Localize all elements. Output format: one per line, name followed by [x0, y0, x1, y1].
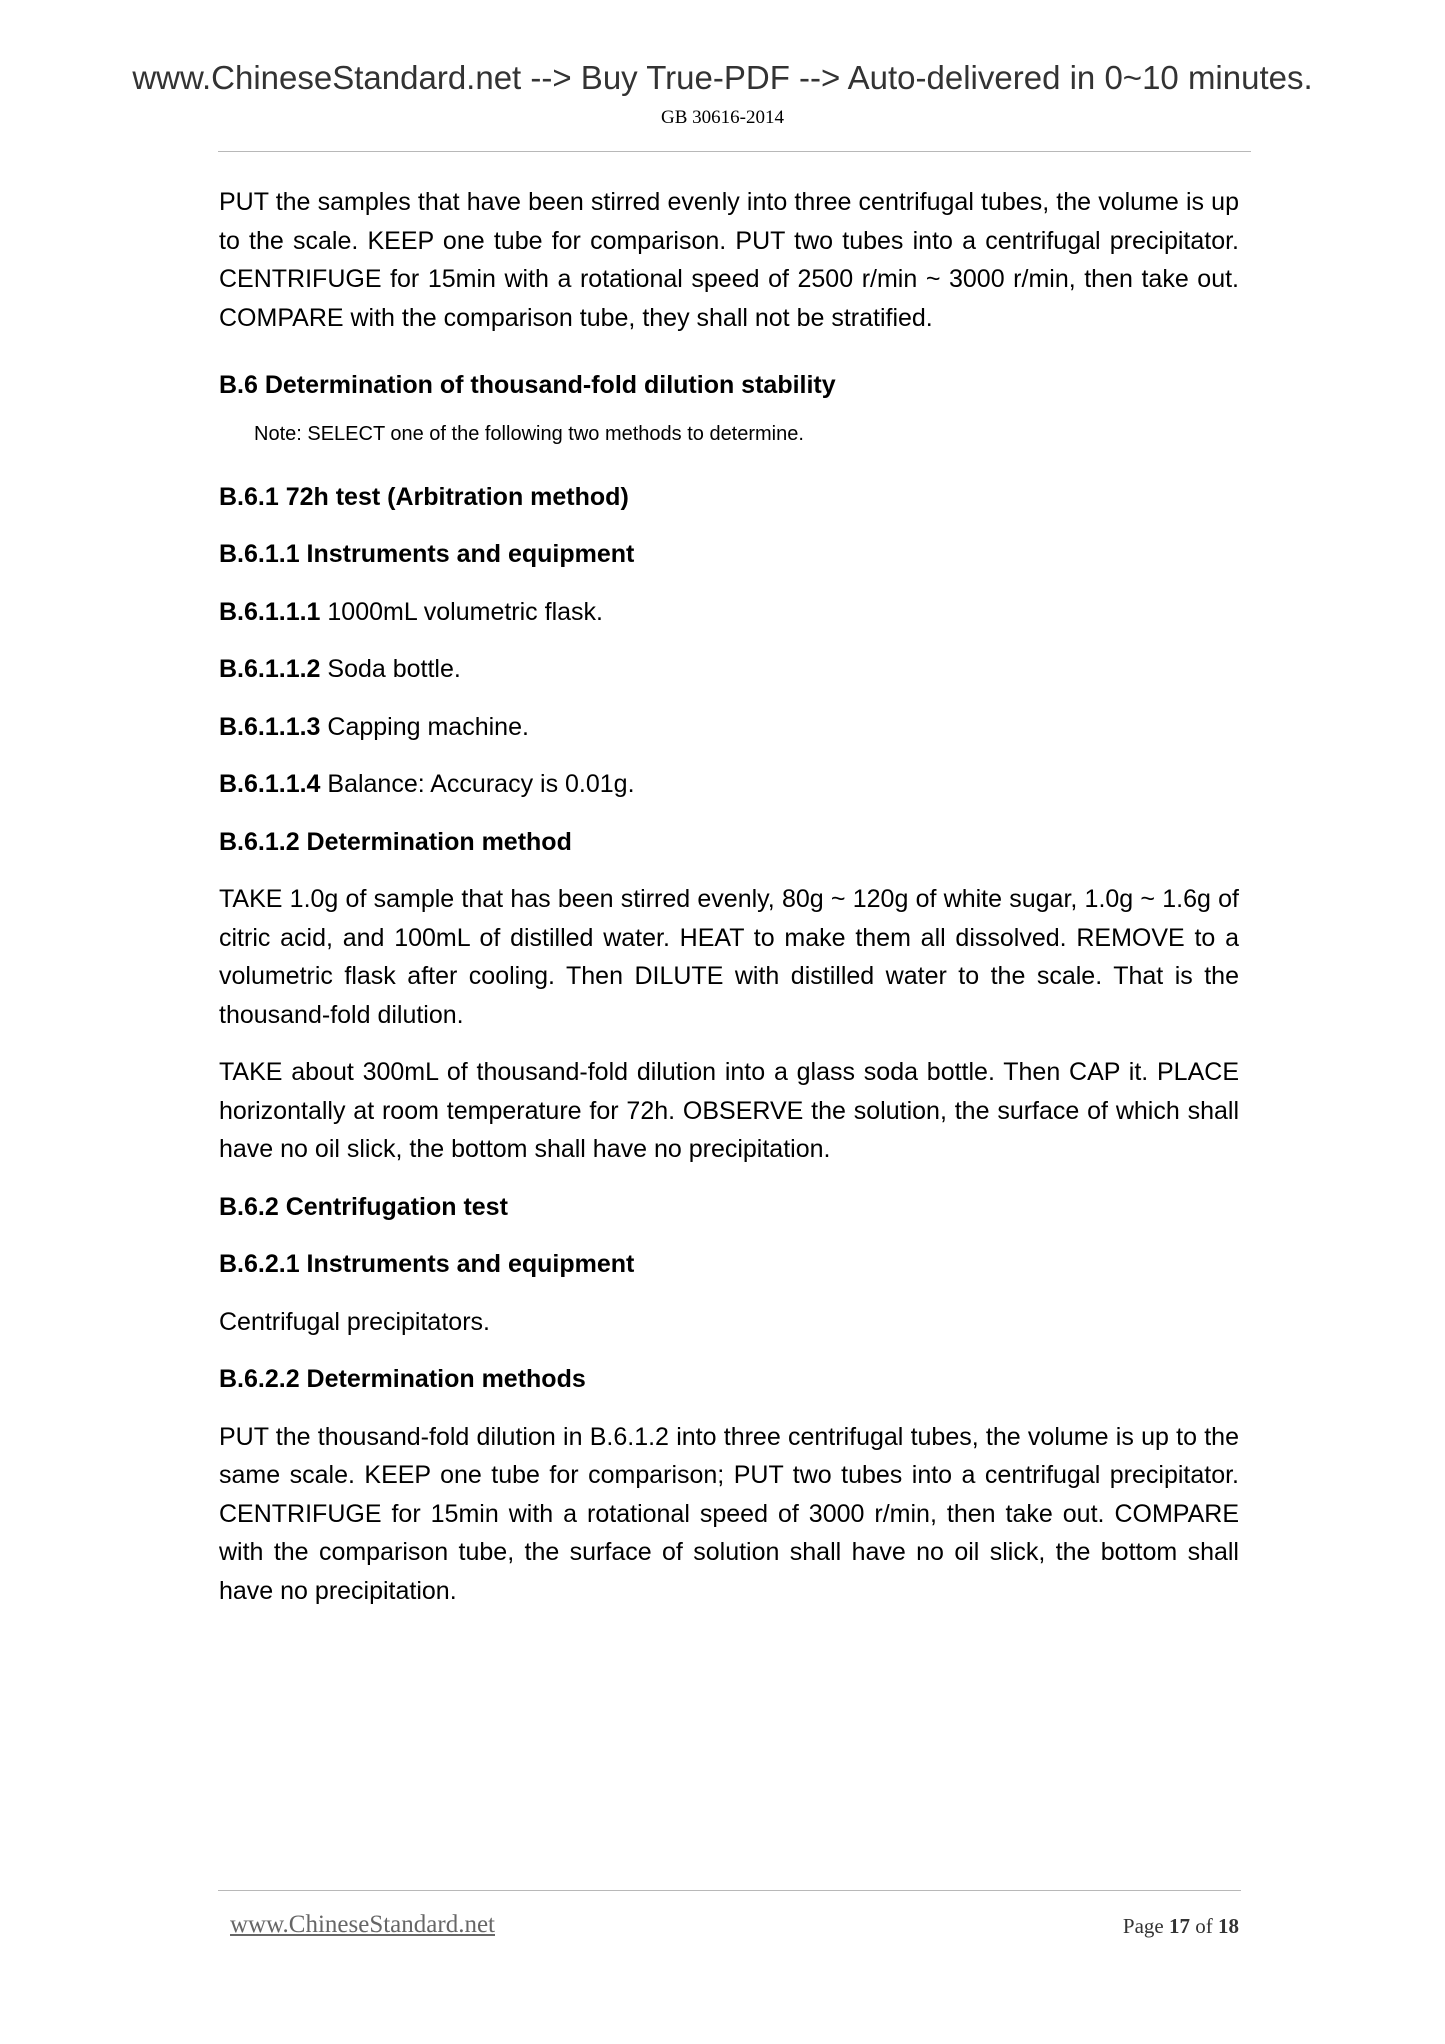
standard-code: GB 30616-2014 [661, 107, 784, 128]
heading-b6: B.6 Determination of thousand-fold dilution stability [219, 371, 836, 399]
item-number: B.6.1.1.3 [219, 712, 321, 741]
list-item [219, 765, 1239, 804]
document-body [219, 183, 1239, 1610]
item-text: Capping machine. [320, 712, 529, 741]
footer-divider [218, 1890, 1241, 1891]
paragraph-b6-2-2: PUT the thousand-fold dilution in B.6.1.2 into three centrifugal tubes, the volume is up to the same scale. KEEP one tube for comparison; PUT two tubes into a centrifugal precipitator. CENTRIFUGE for 15min with a rotational speed of 3000 r/min, then take out. COMPARE with the comparison tube, the surface of solution shall have no oil slick, the bottom shall have no precipitation. [219, 1422, 1239, 1605]
item-number: B.6.1.1.2 [219, 655, 321, 683]
heading-b6-1-2: B.6.1.2 Determination method [219, 827, 572, 856]
site-banner: www.ChineseStandard.net --> Buy True-PDF --> Auto-delivered in 0~10 minutes. [132, 59, 1313, 96]
page-of: of [1190, 1914, 1218, 1938]
note-b6: Note: SELECT one of the following two methods to determine. [254, 422, 804, 445]
page-total: 18 [1218, 1914, 1239, 1938]
heading-b6-2-2: B.6.2.2 Determination methods [219, 1365, 586, 1393]
list-item [219, 650, 1239, 689]
list-item [219, 593, 1239, 632]
list-item [219, 708, 1239, 747]
heading-b6-1-1: B.6.1.1 Instruments and equipment [219, 540, 635, 568]
header-divider [218, 151, 1251, 152]
paragraph-b6-1-2-preparation: TAKE 1.0g of sample that has been stirred evenly, 80g ~ 120g of white sugar, 1.0g ~ 1.6g of citric acid, and 100mL of distilled water. HEAT to make them all dissolved. REMOVE to a volumetric flask after cooling. Then DILUTE with distilled water to the scale. That is the thousand-fold dilution. [219, 885, 1239, 1029]
heading-b6-2-1: B.6.2.1 Instruments and equipment [219, 1250, 635, 1278]
footer-site-link[interactable]: www.ChineseStandard.net [230, 1911, 495, 1938]
item-text: 1000mL volumetric flask. [320, 597, 603, 626]
heading-b6-1: B.6.1 72h test (Arbitration method) [219, 482, 629, 511]
item-text: Balance: Accuracy is 0.01g. [320, 770, 635, 798]
paragraph-b6-2-1: Centrifugal precipitators. [219, 1307, 490, 1336]
paragraph-centrifuge-samples: PUT the samples that have been stirred evenly into three centrifugal tubes, the volume is up to the scale. KEEP one tube for comparison. PUT two tubes into a centrifugal precipitator. CENTRIFUGE for 15min with a rotational speed of 2500 r/min ~ 3000 r/min, then take out. COMPARE with the comparison tube, they shall not be stratified. [219, 188, 1239, 332]
item-number: B.6.1.1.1 [219, 597, 321, 626]
page-prefix: Page [1122, 1914, 1169, 1938]
page-number [1123, 1912, 1239, 1940]
paragraph-b6-1-2-observation: TAKE about 300mL of thousand-fold dilution into a glass soda bottle. Then CAP it. PLACE horizontally at room temperature for 72h. OBSERVE the solution, the surface of which shall have no oil slick, the bottom shall have no precipitation. [219, 1058, 1239, 1163]
item-number: B.6.1.1.4 [219, 770, 321, 798]
heading-b6-2: B.6.2 Centrifugation test [219, 1192, 508, 1221]
item-text: Soda bottle. [320, 655, 461, 683]
page-current: 17 [1169, 1914, 1190, 1938]
